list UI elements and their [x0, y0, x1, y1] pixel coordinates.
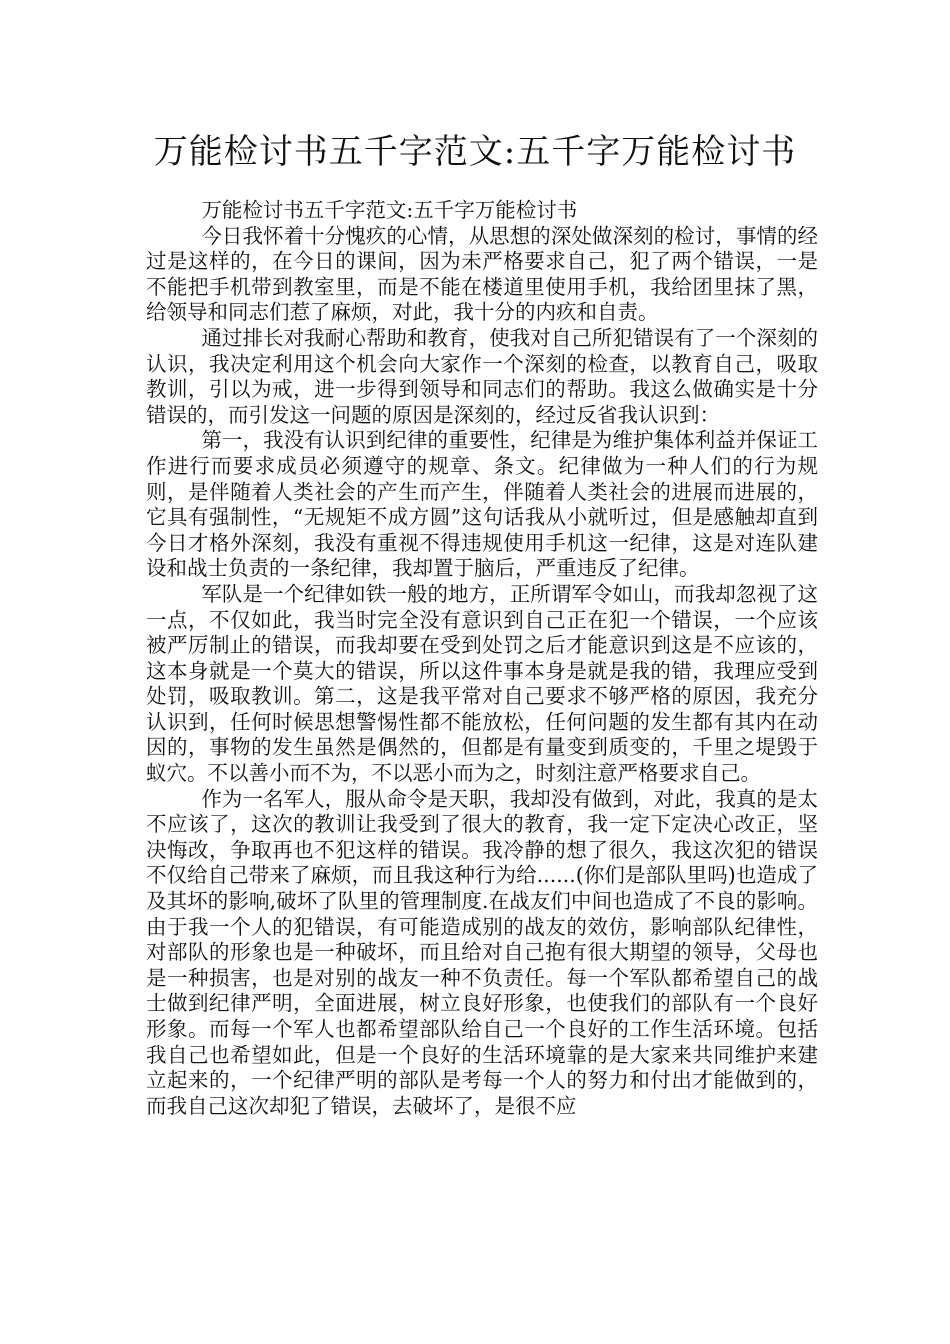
paragraph: 今日我怀着十分愧疚的心情，从思想的深处做深刻的检讨，事情的经过是这样的，在今日的课间，因为未严格要求自己，犯了两个错误，一是不能把手机带到教室里，而是不能在楼道里使用手机，我给团里抹了黑，给领导和同志们惹了麻烦，对此，我十分的内疚和自责。 — [146, 223, 818, 325]
paragraph: 第一，我没有认识到纪律的重要性，纪律是为维护集体利益并保证工作进行而要求成员必须遵守的规章、条文。纪律做为一种人们的行为规则，是伴随着人类社会的产生而产生，伴随着人类社会的进展而进展的，它具有强制性，“无规矩不成方圆”这句话我从小就听过，但是感触却直到今日才格外深刻，我没有重视不得违规使用手机这一纪律，这是对连队建设和战士负责的一条纪律，我却置于脑后，严重违反了纪律。 — [146, 428, 818, 581]
paragraph-subtitle: 万能检讨书五千字范文:五千字万能检讨书 — [201, 198, 578, 222]
document-title: 万能检讨书五千字范文:五千字万能检讨书 — [153, 132, 797, 172]
document-body — [146, 198, 818, 1119]
paragraph: 军队是一个纪律如铁一般的地方，正所谓军令如山，而我却忽视了这一点，不仅如此，我当时完全没有意识到自己正在犯一个错误，一个应该被严厉制止的错误，而我却要在受到处罚之后才能意识到这是不应该的，这本身就是一个莫大的错误，所以这件事本身是就是我的错，我理应受到处罚，吸取教训。第二，这是我平常对自己要求不够严格的原因，我充分认识到，任何时候思想警惕性都不能放松，任何问题的发生都有其内在动因的，事物的发生虽然是偶然的，但都是有量变到质变的，千里之堤毁于蚁穴。不以善小而不为，不以恶小而为之，时刻注意严格要求自己。 — [146, 581, 818, 786]
paragraph: 通过排长对我耐心帮助和教育，使我对自己所犯错误有了一个深刻的认识，我决定利用这个机会向大家作一个深刻的检查，以教育自己，吸取教训，引以为戒，进一步得到领导和同志们的帮助。我这么做确实是十分错误的，而引发这一问题的原因是深刻的，经过反省我认识到： — [146, 325, 818, 427]
paragraph: 作为一名军人，服从命令是天职，我却没有做到，对此，我真的是太不应该了，这次的教训让我受到了很大的教育，我一定下定决心改正，坚决悔改，争取再也不犯这样的错误。我冷静的想了很久，我这次犯的错误不仅给自己带来了麻烦，而且我这种行为给......(你们是部队里吗)也造成了及其坏的影响,破坏了队里的管理制度.在战友们中间也造成了不良的影响。由于我一个人的犯错误，有可能造成别的战友的效仿，影响部队纪律性，对部队的形象也是一种破坏，而且给对自己抱有很大期望的领导，父母也是一种损害，也是对别的战友一种不负责任。每一个军队都希望自己的战士做到纪律严明，全面进展，树立良好形象，也使我们的部队有一个良好形象。而每一个军人也都希望部队给自己一个良好的工作生活环境。包括我自己也希望如此，但是一个良好的生活环境靠的是大家来共同维护来建立起来的，一个纪律严明的部队是考每一个人的努力和付出才能做到的，而我自己这次却犯了错误，去破坏了，是很不应 — [146, 786, 818, 1118]
